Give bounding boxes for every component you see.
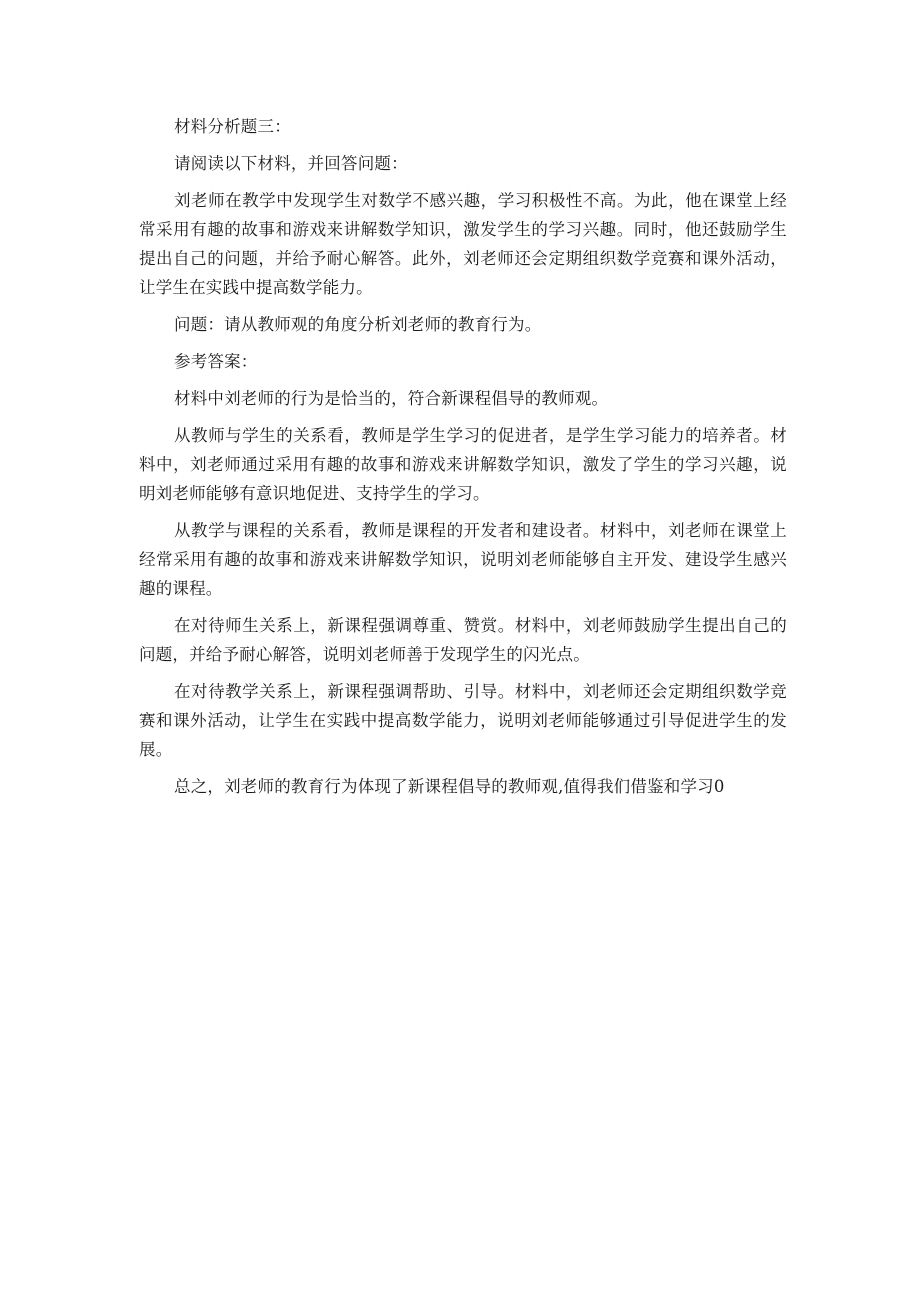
answer-paragraph-5: 在对待教学关系上，新课程强调帮助、引导。材料中，刘老师还会定期组织数学竞赛和课外活动，让学生在实践中提高数学能力，说明刘老师能够通过引导促进学生的发展。 bbox=[139, 682, 787, 759]
question-text: 问题：请从教师观的角度分析刘老师的教育行为。 bbox=[174, 315, 542, 334]
instruction-text: 请阅读以下材料，并回答问题： bbox=[174, 154, 408, 173]
answer-paragraph-4: 在对待师生关系上，新课程强调尊重、赞赏。材料中，刘老师鼓励学生提出自己的问题，并给予耐心解答，说明刘老师善于发现学生的闪光点。 bbox=[139, 616, 787, 664]
document-page bbox=[139, 112, 787, 809]
answer-paragraph-3: 从教学与课程的关系看，教师是课程的开发者和建设者。材料中，刘老师在课堂上经常采用有趣的故事和游戏来讲解数学知识，说明刘老师能够自主开发、建设学生感兴趣的课程。 bbox=[139, 521, 787, 598]
answer-label: 参考答案： bbox=[174, 352, 258, 371]
answer-paragraph-1: 材料中刘老师的行为是恰当的，符合新课程倡导的教师观。 bbox=[174, 389, 609, 408]
section-heading: 材料分析题三： bbox=[174, 117, 291, 136]
material-paragraph: 刘老师在教学中发现学生对数学不感兴趣，学习积极性不高。为此，他在课堂上经常采用有趣的故事和游戏来讲解数学知识，激发学生的学习兴趣。同时，他还鼓励学生提出自己的问题，并给予耐心解答。此外，刘老师还会定期组织数学竞赛和课外活动，让学生在实践中提高数学能力。 bbox=[139, 191, 787, 297]
conclusion-text: 总之，刘老师的教育行为体现了新课程倡导的教师观,值得我们借鉴和学习0 bbox=[174, 777, 725, 796]
answer-paragraph-2: 从教师与学生的关系看，教师是学生学习的促进者，是学生学习能力的培养者。材料中，刘老师通过采用有趣的故事和游戏来讲解数学知识，激发了学生的学习兴趣，说明刘老师能够有意识地促进、支持学生的学习。 bbox=[139, 426, 787, 503]
